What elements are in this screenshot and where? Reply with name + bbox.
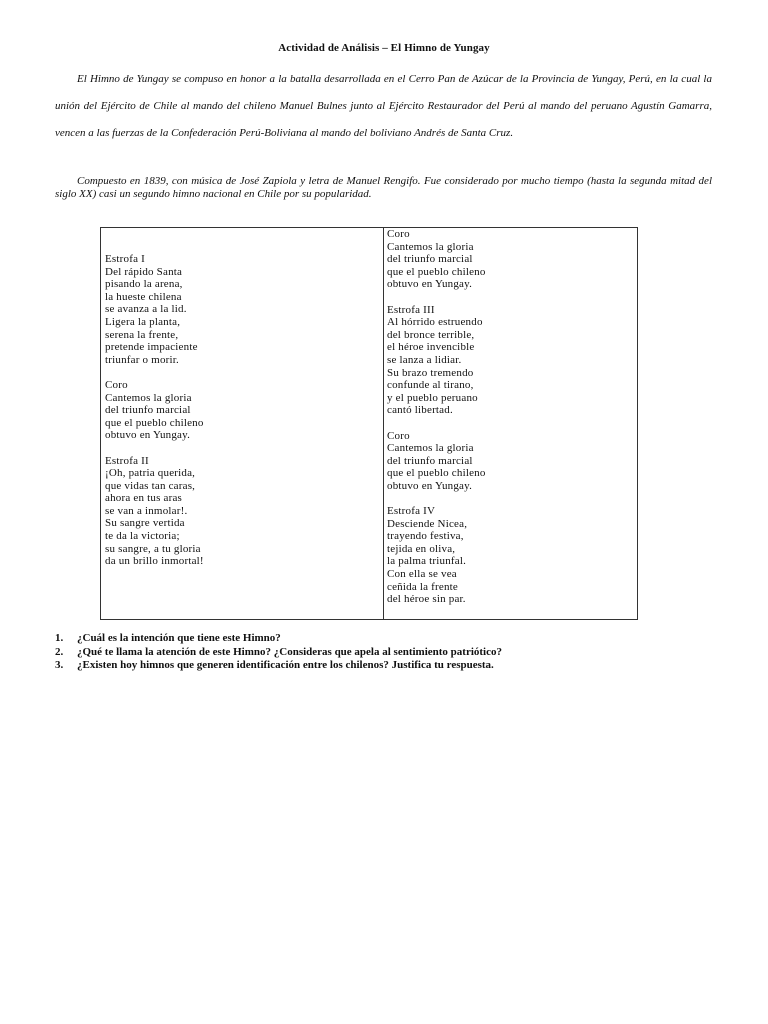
intro-paragraph-2-text: Compuesto en 1839, con música de José Zapiola y letra de Manuel Rengifo. Fue considerado por mucho tiempo (hasta la segunda mitad del siglo XX) casi un segundo himno nacional en Chile por su popularidad. bbox=[55, 175, 712, 200]
lyric-line: que el pueblo chileno bbox=[387, 467, 486, 480]
lyric-line: Desciende Nicea, bbox=[387, 517, 468, 530]
lyric-line: Su brazo tremendo bbox=[387, 366, 474, 379]
lyric-line: tejida en oliva, bbox=[387, 542, 456, 555]
lyric-line: su sangre, a tu gloria bbox=[105, 542, 201, 555]
lyric-line: confunde al tirano, bbox=[387, 379, 474, 392]
lyric-line: ¡Oh, patria querida, bbox=[105, 467, 196, 480]
lyric-line: triunfar o morir. bbox=[105, 353, 179, 366]
lyric-line: del bronce terrible, bbox=[387, 328, 475, 341]
lyric-line: pretende impaciente bbox=[105, 341, 198, 354]
intro-paragraph-1-text: El Himno de Yungay se compuso en honor a la batalla desarrollada en el Cerro Pan de Azúcar de la Provincia de Yungay, Perú, en la cual la unión del Ejército de Chile al mando del chileno Manuel Bulnes junto al Ejército Restaurador del Perú al mando del peruano Agustín Gamarra, vencen a las fuerzas de la Confederación Perú-Boliviana al mando del boliviano Andrés de Santa Cruz. bbox=[55, 73, 712, 139]
question-number: 3. bbox=[55, 659, 64, 671]
lyric-line: Del rápido Santa bbox=[105, 265, 183, 278]
stanza-heading: Coro bbox=[387, 228, 410, 240]
lyric-line: obtuvo en Yungay. bbox=[387, 278, 473, 291]
stanza-heading: Estrofa IV bbox=[387, 505, 436, 518]
stanza bbox=[387, 430, 627, 493]
lyric-line: la palma triunfal. bbox=[387, 555, 467, 568]
stanza-heading: Estrofa II bbox=[105, 454, 149, 467]
stanza bbox=[105, 455, 375, 568]
lyric-line: te da la victoria; bbox=[105, 530, 180, 543]
intro-paragraph-2 bbox=[55, 175, 712, 201]
lyrics-left-column bbox=[105, 253, 375, 580]
question-list bbox=[55, 632, 735, 673]
lyric-line: y el pueblo peruano bbox=[387, 391, 478, 404]
stanza-heading: Coro bbox=[105, 378, 128, 391]
question-item bbox=[55, 646, 735, 660]
question-text: ¿Qué te llama la atención de este Himno? ¿Consideras que apela al sentimiento patriótico? bbox=[77, 645, 502, 658]
lyric-line: que el pueblo chileno bbox=[105, 416, 204, 429]
lyric-line: Su sangre vertida bbox=[105, 517, 185, 530]
lyric-line: del triunfo marcial bbox=[387, 253, 473, 266]
stanza bbox=[387, 505, 627, 606]
lyric-line: Cantemos la gloria bbox=[387, 240, 474, 253]
lyric-line: ceñida la frente bbox=[387, 580, 458, 593]
lyric-line: obtuvo en Yungay. bbox=[387, 479, 473, 492]
stanza-heading: Estrofa I bbox=[105, 253, 145, 265]
lyric-line: da un brillo inmortal! bbox=[105, 555, 204, 568]
stanza bbox=[387, 304, 627, 417]
question-item bbox=[55, 659, 735, 673]
stanza bbox=[105, 379, 375, 442]
lyric-line: que vidas tan caras, bbox=[105, 479, 196, 492]
lyric-line: cantó libertad. bbox=[387, 404, 453, 417]
question-text: ¿Cuál es la intención que tiene este Himno? bbox=[77, 632, 281, 644]
lyric-line: Cantemos la gloria bbox=[387, 442, 474, 455]
lyric-line: el héroe invencible bbox=[387, 341, 475, 354]
stanza bbox=[105, 253, 375, 366]
lyric-line: Ligera la planta, bbox=[105, 315, 181, 328]
question-number: 2. bbox=[55, 645, 64, 658]
lyric-line: se van a inmolar!. bbox=[105, 504, 188, 517]
lyric-line: Al hórrido estruendo bbox=[387, 316, 483, 329]
lyric-line: trayendo festiva, bbox=[387, 530, 464, 543]
lyric-line: se lanza a lidiar. bbox=[387, 353, 462, 366]
lyric-line: del triunfo marcial bbox=[387, 454, 473, 467]
lyric-line: pisando la arena, bbox=[105, 278, 183, 291]
stanza-heading: Estrofa III bbox=[387, 303, 435, 316]
lyric-line: que el pueblo chileno bbox=[387, 265, 486, 278]
question-item bbox=[55, 632, 735, 646]
hymn-lyrics-table bbox=[100, 227, 638, 620]
column-divider bbox=[383, 228, 384, 619]
question-number: 1. bbox=[55, 632, 64, 644]
lyric-line: ahora en tus aras bbox=[105, 492, 183, 505]
lyric-line: Con ella se vea bbox=[387, 568, 457, 581]
page-title: Actividad de Análisis – El Himno de Yungay bbox=[278, 42, 490, 54]
question-text: ¿Existen hoy himnos que generen identificación entre los chilenos? Justifica tu respuesta. bbox=[77, 659, 494, 671]
stanza bbox=[387, 228, 627, 291]
intro-paragraph-1 bbox=[55, 66, 712, 147]
lyric-line: del héroe sin par. bbox=[387, 593, 466, 606]
lyric-line: la hueste chilena bbox=[105, 290, 182, 303]
lyric-line: obtuvo en Yungay. bbox=[105, 429, 191, 442]
stanza-heading: Coro bbox=[387, 429, 410, 442]
lyrics-right-column bbox=[387, 228, 627, 618]
lyric-line: se avanza a la lid. bbox=[105, 303, 187, 316]
lyric-line: serena la frente, bbox=[105, 328, 179, 341]
lyric-line: del triunfo marcial bbox=[105, 404, 191, 417]
lyric-line: Cantemos la gloria bbox=[105, 391, 192, 404]
